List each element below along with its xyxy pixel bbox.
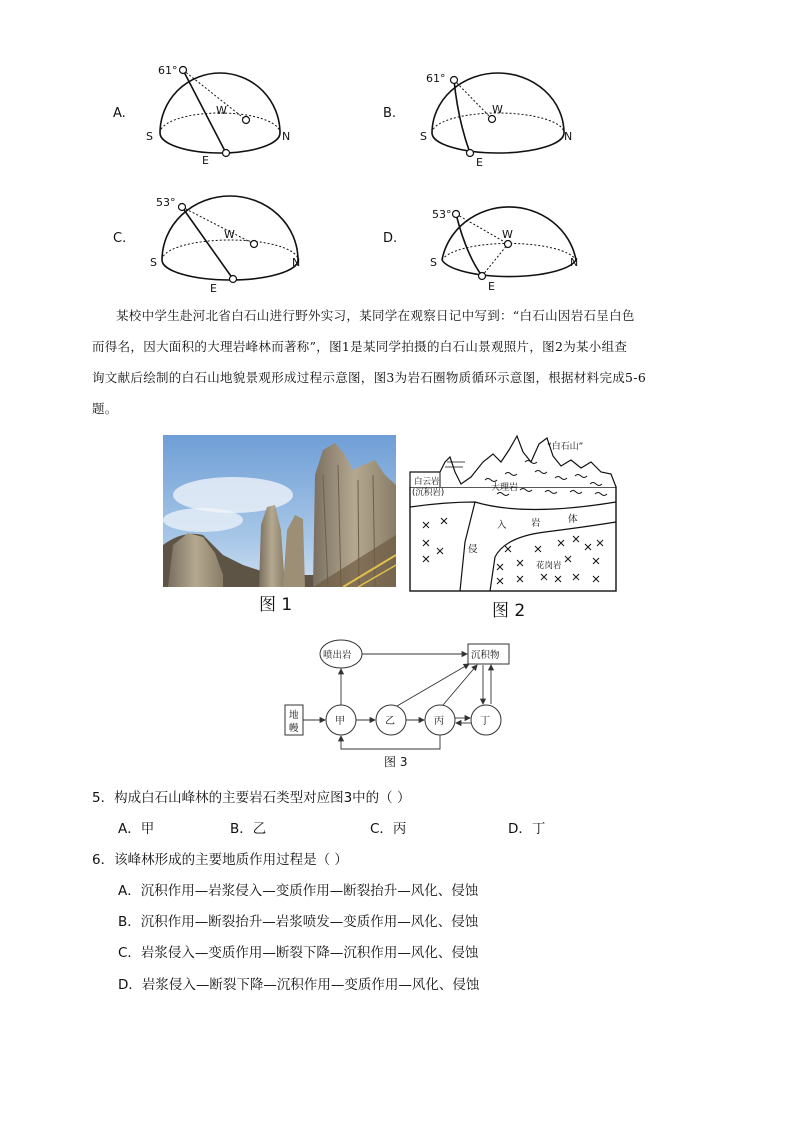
q6-option-c[interactable]: C．岩浆侵入—变质作用—断裂下降—沉积作用—风化、侵蚀	[118, 945, 479, 961]
south-label: S	[146, 130, 153, 143]
sphere-diagram-c	[140, 180, 310, 295]
mantle-label: 幔	[289, 723, 299, 734]
south-label: S	[420, 130, 427, 143]
baishishan-photo	[163, 435, 396, 587]
west-label: W	[502, 228, 513, 241]
angle-label: 61°	[158, 64, 178, 77]
sedimentary-label: (沉积岩)	[412, 488, 445, 498]
sphere-diagram-a	[140, 60, 300, 170]
passage-line: 询文献后绘制的白石山地貌景观形成过程示意图，图3为岩石圈物质循环示意图，根据材料完成5-6	[92, 370, 647, 385]
intrusion-char-qin: 侵	[468, 544, 478, 555]
option-a-label: A.	[113, 106, 126, 121]
q6-option-b[interactable]: B．沉积作用—断裂抬升—岩浆喷发—变质作用—风化、侵蚀	[118, 914, 479, 930]
passage-line: 而得名，因大面积的大理岩峰林而著称”，图1是某同学拍摄的白石山景观照片，图2为某小组查	[92, 339, 628, 354]
angle-label: 53°	[156, 196, 176, 209]
extrusive-rock-label: 喷出岩	[323, 650, 352, 661]
q5-option-a[interactable]: A．甲	[118, 821, 155, 837]
intrusion-char-yan: 岩	[531, 518, 541, 529]
question-5-stem: 5．构成白石山峰林的主要岩石类型对应图3中的（ ）	[92, 790, 411, 806]
node-ding: 丁	[480, 716, 490, 727]
east-label: E	[488, 280, 495, 293]
granite-label: 花岗岩	[536, 561, 562, 571]
q5-option-d[interactable]: D．丁	[508, 821, 546, 837]
question-6-stem: 6．该峰林形成的主要地质作用过程是（ ）	[92, 852, 348, 868]
passage	[92, 300, 712, 424]
q5-option-c[interactable]: C．丙	[370, 821, 407, 837]
sphere-diagram-d	[410, 180, 585, 295]
rock-cycle-diagram	[283, 632, 513, 772]
sediment-label: 沉积物	[471, 650, 500, 661]
west-label: W	[216, 104, 227, 117]
node-jia: 甲	[335, 716, 345, 727]
passage-line: 某校中学生赴河北省白石山进行野外实习，某同学在观察日记中写到：“白石山因岩石呈白色	[116, 308, 635, 323]
east-label: E	[476, 156, 483, 169]
option-d-label: D.	[383, 231, 398, 246]
mantle-label: 地	[289, 710, 299, 721]
fig1-caption: 图 1	[259, 595, 293, 615]
node-bing: 丙	[434, 716, 444, 727]
sphere-diagram-b	[410, 60, 580, 170]
passage-line: 题。	[92, 401, 118, 416]
option-c-label: C.	[113, 231, 127, 246]
north-label: N	[570, 256, 579, 269]
dolomite-label: 白云岩	[414, 477, 440, 487]
q6-option-d[interactable]: D．岩浆侵入—断裂下降—沉积作用—变质作用—风化、侵蚀	[118, 977, 480, 993]
fig2-caption: 图 2	[492, 601, 526, 621]
angle-label: 61°	[426, 72, 446, 85]
q6-option-a[interactable]: A．沉积作用—岩浆侵入—变质作用—断裂抬升—风化、侵蚀	[118, 883, 479, 899]
landform-formation-diagram	[405, 432, 620, 594]
north-label: N	[292, 256, 301, 269]
east-label: E	[202, 154, 209, 167]
baishan-label: “白石山”	[547, 442, 584, 452]
marble-label: 大理岩	[491, 483, 519, 493]
angle-label: 53°	[432, 208, 452, 221]
south-label: S	[430, 256, 437, 269]
q5-option-b[interactable]: B．乙	[230, 821, 267, 837]
south-label: S	[150, 256, 157, 269]
option-b-label: B.	[383, 106, 397, 121]
north-label: N	[564, 130, 573, 143]
intrusion-char-ti: 体	[568, 514, 578, 525]
east-label: E	[210, 282, 217, 295]
west-label: W	[224, 228, 235, 241]
fig3-caption: 图 3	[384, 755, 408, 769]
node-yi: 乙	[385, 716, 395, 727]
north-label: N	[282, 130, 291, 143]
west-label: W	[492, 103, 503, 116]
intrusion-char-ru: 入	[497, 520, 507, 531]
